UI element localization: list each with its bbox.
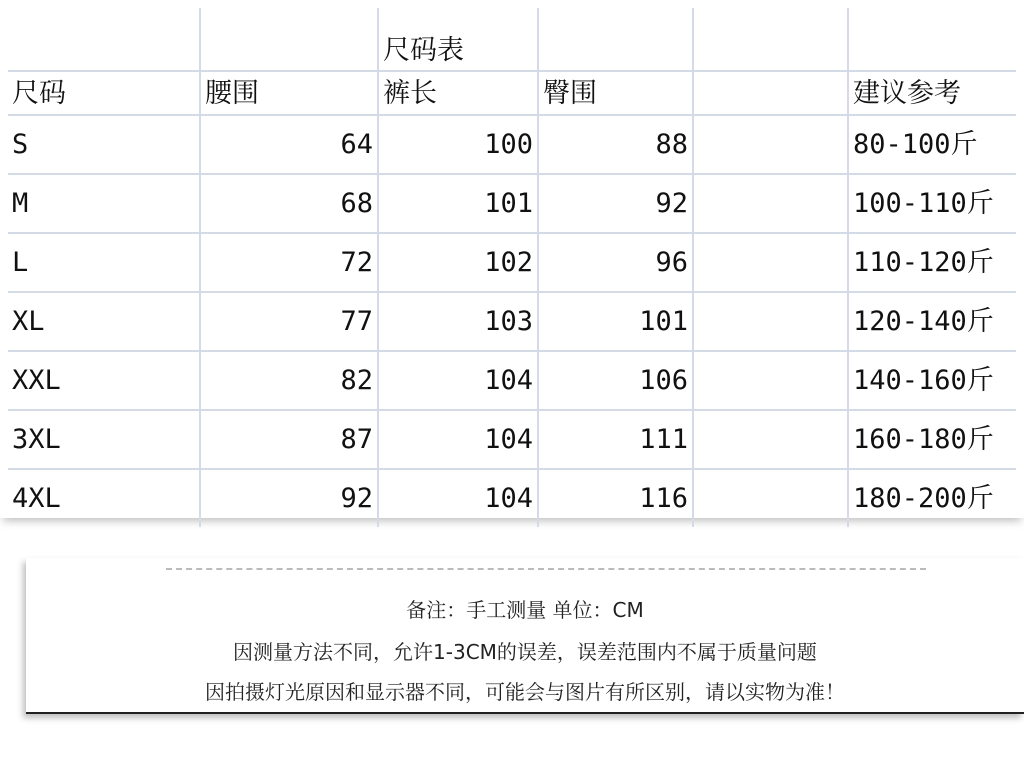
note-tolerance: 因测量方法不同，允许1-3CM的误差，误差范围内不属于质量问题 [233, 640, 817, 664]
title-cell-empty [693, 8, 848, 71]
table-row [8, 410, 1016, 469]
header-row [8, 71, 1016, 115]
waist-cell: 72 [200, 233, 378, 292]
size-chart-table [8, 8, 1016, 527]
weight-cell: 80-100斤 [848, 115, 1016, 174]
hip-cell: 101 [538, 292, 693, 351]
blank-cell [693, 410, 848, 469]
weight-cell: 180-200斤 [848, 469, 1016, 527]
title-row [8, 8, 1016, 71]
waist-cell: 77 [200, 292, 378, 351]
notes-panel [26, 558, 1024, 714]
title-cell-empty [200, 8, 378, 71]
title-cell-empty [538, 8, 693, 71]
table-row [8, 233, 1016, 292]
title-cell-empty [848, 8, 1016, 71]
length-cell: 101 [378, 174, 538, 233]
weight-cell: 160-180斤 [848, 410, 1016, 469]
note-color-disclaimer: 因拍摄灯光原因和显示器不同，可能会与图片有所区别，请以实物为准！ [205, 680, 845, 704]
size-cell: XXL [8, 351, 200, 410]
hip-cell: 96 [538, 233, 693, 292]
weight-cell: 140-160斤 [848, 351, 1016, 410]
size-cell: 3XL [8, 410, 200, 469]
header-hip: 臀围 [538, 71, 693, 115]
note-measurement-unit: 备注：手工测量 单位：CM [406, 598, 644, 622]
length-cell: 104 [378, 469, 538, 527]
header-suggested-weight: 建议参考 [848, 71, 1016, 115]
hip-cell: 116 [538, 469, 693, 527]
table-title: 尺码表 [378, 8, 538, 71]
blank-cell [693, 469, 848, 527]
size-cell: 4XL [8, 469, 200, 527]
weight-cell: 120-140斤 [848, 292, 1016, 351]
header-length: 裤长 [378, 71, 538, 115]
waist-cell: 68 [200, 174, 378, 233]
length-cell: 100 [378, 115, 538, 174]
blank-cell [693, 233, 848, 292]
length-cell: 104 [378, 410, 538, 469]
size-cell: XL [8, 292, 200, 351]
header-blank [693, 71, 848, 115]
hip-cell: 88 [538, 115, 693, 174]
blank-cell [693, 115, 848, 174]
table-row [8, 115, 1016, 174]
blank-cell [693, 292, 848, 351]
dashed-divider [166, 568, 926, 570]
length-cell: 102 [378, 233, 538, 292]
size-cell: M [8, 174, 200, 233]
blank-cell [693, 351, 848, 410]
table-row [8, 469, 1016, 527]
table-row [8, 292, 1016, 351]
table-row [8, 174, 1016, 233]
header-size: 尺码 [8, 71, 200, 115]
waist-cell: 82 [200, 351, 378, 410]
size-cell: L [8, 233, 200, 292]
hip-cell: 106 [538, 351, 693, 410]
size-cell: S [8, 115, 200, 174]
hip-cell: 111 [538, 410, 693, 469]
waist-cell: 92 [200, 469, 378, 527]
weight-cell: 110-120斤 [848, 233, 1016, 292]
title-cell-empty [8, 8, 200, 71]
blank-cell [693, 174, 848, 233]
length-cell: 103 [378, 292, 538, 351]
waist-cell: 87 [200, 410, 378, 469]
header-waist: 腰围 [200, 71, 378, 115]
table-row [8, 351, 1016, 410]
waist-cell: 64 [200, 115, 378, 174]
length-cell: 104 [378, 351, 538, 410]
weight-cell: 100-110斤 [848, 174, 1016, 233]
hip-cell: 92 [538, 174, 693, 233]
